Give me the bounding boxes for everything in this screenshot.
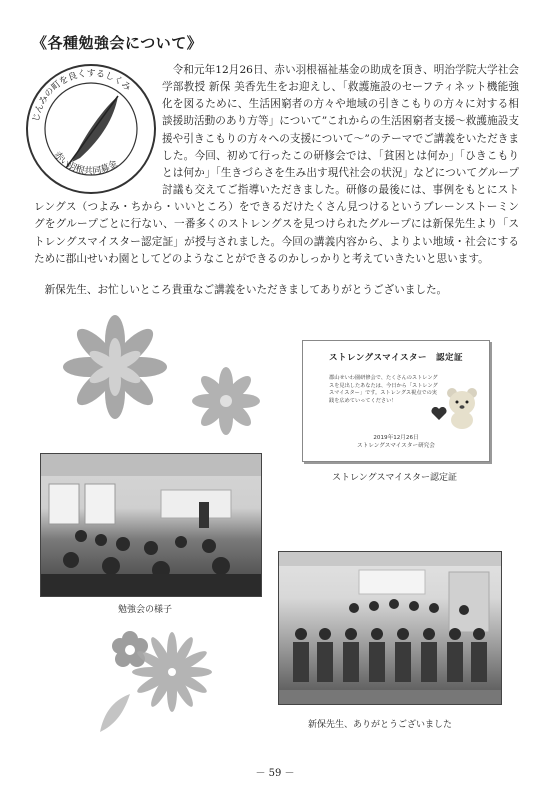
certificate-date: 2019年12月26日 [373,435,419,441]
certificate-issuer: ストレングスマイスター研究会 [357,442,435,449]
bear-mascot-icon [443,385,481,429]
heart-icon [431,407,447,421]
article-paragraph: 令和元年12月26日、赤い羽根福祉基金の助成を頂き、明治学院大学社会学部教授 新保 美香先生をお迎えし、「救護施設のセーフティネット機能強化を図るために、生活困窮者の方々や地域の引きこもりの方々に対する相談援助活動のあり方等」について”これからの生活困窮者支援～救護施設支援や引きこもりの方々への支援について～”のテーマでご講義をいただきました。今回、初めて行ったこの研修会では、「貧困とは何か」「ひきこもりとは何か」「生きづらさを生み出す現代社会の状況」などについてグループ討議も交えてご指導いただきました。研修の最後には、事例をもとにストレングス（つよみ・ちから・いいところ）をできるだけたくさん見つけるというブレーンストーミングをグループごとに行ない、一番多くのストレングスを見つけられたグループには新保先生より「ストレングスマイスター認定証」が授与されました。今回の講義内容から、よりよい地域・社会にするために郡山せいわ園としてどのようなことができるのかしっかりと考えていきたいと思います。 [34,64,519,265]
emblem-arc-bottom-text: 赤い羽根共同募金 [51,149,120,177]
page-number: － 59 － [255,768,295,779]
certificate-caption: ストレングスマイスター認定証 [332,473,458,483]
flower-small-icon [190,365,262,437]
thanks-paragraph: 新保先生、お忙しいところ貴重なご講義をいただきましてありがとうございました。 [44,284,448,296]
certificate-title: ストレングスマイスター 認定証 [328,353,464,363]
certificate-body: 郡山せいわ園研修会で、たくさんのストレングスを見出したあなたは、今日から「ストレングスマイスター」です。ストレングス視点での実践を広めていってください！ [329,375,438,404]
red-feather-emblem [22,60,160,198]
study-session-photo [40,453,262,597]
certificate-date-block [303,435,489,450]
svg-text:じんみの町を良くするしくみ [30,68,133,123]
section-heading: 《各種勉強会について》 [32,34,203,52]
study-caption: 勉強会の様子 [118,605,173,615]
study-photo-scene [41,454,261,596]
flower-large-icon [60,312,170,422]
group-photo [278,551,502,705]
certificate-image [302,340,490,462]
emblem-arc-top-text: じんみの町を良くするしくみ [31,68,133,123]
group-photo-scene [279,552,501,704]
flower-sprig-icon [90,620,230,738]
svg-text:赤い羽根共同募金 [51,149,119,177]
group-caption: 新保先生、ありがとうございました [308,720,453,730]
